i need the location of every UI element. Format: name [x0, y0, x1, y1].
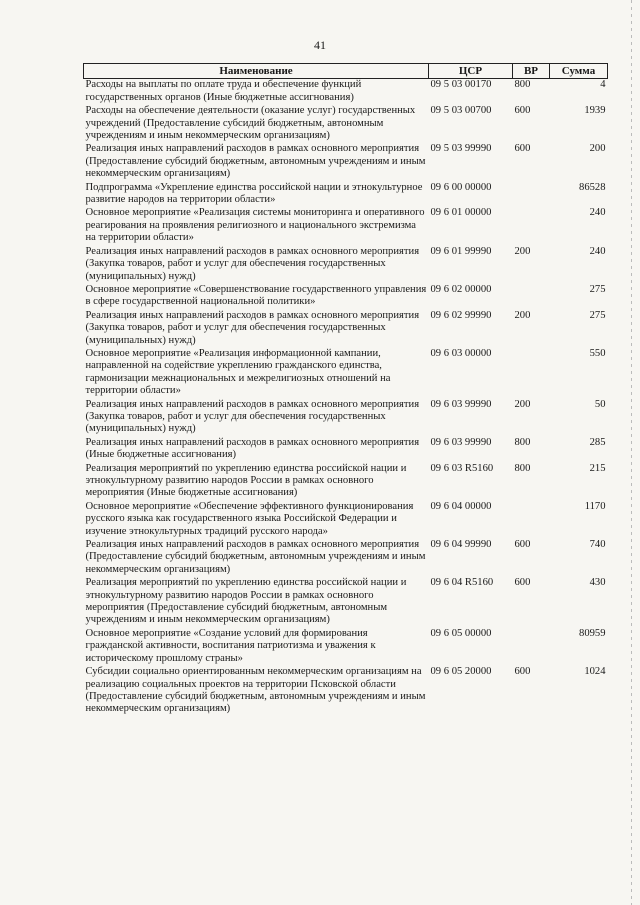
cell-csr: 09 6 03 R5160	[430, 462, 494, 474]
cell-csr: 09 6 04 99990	[430, 539, 492, 551]
cell-sum: 275	[589, 309, 606, 321]
cell-vr	[513, 207, 550, 245]
header-csr: ЦСР	[429, 64, 513, 79]
header-sum: Сумма	[550, 64, 608, 79]
cell-sum: 4	[600, 79, 606, 91]
cell-name: Основное мероприятие «Совершенствование государственного управления в сфере государственной национальной политики»	[85, 283, 427, 308]
cell-name: Реализация мероприятий по укреплению единства российской нации и этнокультурному развитию народов России в рамках основного мероприятия (Иные бюджетные ассигнования)	[85, 462, 407, 499]
cell-vr	[513, 628, 550, 666]
cell-vr: 600	[514, 143, 531, 155]
cell-name: Реализация иных направлений расходов в рамках основного мероприятия (Предоставление субсидий бюджетным, автономным учреждениям и иным некоммерческим организациям)	[85, 539, 426, 575]
table-row	[84, 437, 608, 463]
cell-vr: 600	[514, 539, 531, 551]
cell-sum: 86528	[579, 181, 606, 193]
table-row	[84, 246, 608, 284]
page-number: 41	[314, 38, 326, 52]
cell-vr: 200	[514, 398, 531, 410]
table-row	[84, 628, 608, 666]
cell-csr: 09 5 03 00170	[430, 79, 492, 91]
cell-name: Реализация мероприятий по укреплению единства российской нации и этнокультурному развитию народов России в рамках основного мероприятия (Предоставление субсидий бюджетным, автономным учреждениям и иным некоммерческим организациям)	[85, 577, 407, 626]
cell-sum: 80959	[579, 627, 606, 639]
cell-csr: 09 5 03 99990	[430, 143, 492, 155]
cell-csr: 09 6 01 99990	[430, 245, 492, 257]
cell-sum: 1939	[584, 105, 606, 117]
table-row	[84, 539, 608, 577]
cell-sum: 1024	[584, 666, 606, 678]
cell-name: Расходы на обеспечение деятельности (оказание услуг) государственных учреждений (Предоставление субсидий бюджетным, автономным учреждениям и иным некоммерческим организациям)	[85, 105, 416, 142]
cell-name: Реализация иных направлений расходов в рамках основного мероприятия (Закупка товаров, работ и услуг для обеспечения государственных (муниципальных) нужд)	[85, 398, 420, 435]
table-row	[84, 666, 608, 717]
cell-csr: 09 6 02 99990	[430, 309, 492, 321]
header-vr: ВР	[513, 64, 550, 79]
cell-csr: 09 6 03 99990	[430, 436, 492, 448]
cell-sum: 215	[589, 462, 606, 474]
cell-vr	[513, 284, 550, 310]
cell-sum: 430	[589, 577, 606, 589]
header-name: Наименование	[84, 64, 429, 79]
cell-sum: 240	[589, 207, 606, 219]
cell-vr: 200	[514, 309, 531, 321]
cell-name: Реализация иных направлений расходов в рамках основного мероприятия (Предоставление субсидий бюджетным, автономным учреждениям и иным некоммерческим организациям)	[85, 143, 426, 180]
cell-name: Основное мероприятие «Реализация системы мониторинга и оперативного реагирования на проявления религиозного и национального экстремизма на территории области»	[85, 207, 425, 244]
table-row	[84, 310, 608, 348]
cell-csr: 09 6 00 00000	[430, 181, 492, 193]
cell-sum: 275	[589, 283, 606, 295]
cell-csr: 09 6 03 00000	[430, 347, 492, 359]
table-row	[84, 105, 608, 143]
cell-name: Реализация иных направлений расходов в рамках основного мероприятия (Закупка товаров, работ и услуг для обеспечения государственных (муниципальных) нужд)	[85, 309, 420, 346]
cell-vr: 600	[514, 666, 531, 678]
cell-csr: 09 6 02 00000	[430, 283, 492, 295]
scan-edge-line	[631, 0, 632, 905]
cell-name: Реализация иных направлений расходов в рамках основного мероприятия (Закупка товаров, работ и услуг для обеспечения государственных (муниципальных) нужд)	[85, 245, 420, 282]
budget-table	[83, 63, 608, 717]
table-row	[84, 463, 608, 501]
cell-sum: 50	[594, 398, 606, 410]
cell-vr	[513, 182, 550, 208]
cell-vr: 600	[514, 105, 531, 117]
cell-vr: 800	[514, 79, 531, 91]
cell-name: Субсидии социально ориентированным некоммерческим организациям на реализацию социальных проектов на территории Псковской области (Предоставление субсидий бюджетным, автономным учреждениям и иным некоммерческим организациям)	[85, 666, 426, 715]
cell-csr: 09 6 04 R5160	[430, 577, 494, 589]
cell-name: Основное мероприятие «Обеспечение эффективного функционирования русского языка как государственного языка Российской Федерации и изучение этнокультурных традиций русского народа»	[85, 500, 414, 537]
cell-vr	[513, 501, 550, 539]
cell-csr: 09 5 03 00700	[430, 105, 492, 117]
cell-name: Подпрограмма «Укрепление единства российской нации и этнокультурное развитие народов на территории области»	[85, 181, 423, 206]
table-row	[84, 143, 608, 181]
cell-name: Основное мероприятие «Реализация информационной кампании, направленной на содействие укреплению гражданского единства, гармонизации межнациональных и межрелигиозных отношений на территории области»	[85, 347, 391, 397]
cell-csr: 09 6 04 00000	[430, 500, 492, 512]
cell-csr: 09 6 03 99990	[430, 398, 492, 410]
table-row	[84, 399, 608, 437]
cell-name: Расходы на выплаты по оплате труда и обеспечение функций государственных органов (Иные бюджетные ассигнования)	[85, 79, 362, 103]
cell-vr: 800	[514, 436, 531, 448]
cell-sum: 200	[589, 143, 606, 155]
cell-vr: 200	[514, 245, 531, 257]
cell-vr: 800	[514, 462, 531, 474]
cell-csr: 09 6 05 20000	[430, 666, 492, 678]
table-row	[84, 284, 608, 310]
cell-sum: 740	[589, 539, 606, 551]
cell-csr: 09 6 05 00000	[430, 627, 492, 639]
cell-sum: 285	[589, 436, 606, 448]
cell-sum: 1170	[584, 500, 606, 512]
table-row	[84, 577, 608, 628]
cell-name: Реализация иных направлений расходов в рамках основного мероприятия (Иные бюджетные ассигнования)	[85, 436, 420, 461]
cell-csr: 09 6 01 00000	[430, 207, 492, 219]
table-row	[84, 348, 608, 399]
cell-sum: 240	[589, 245, 606, 257]
table-row	[84, 501, 608, 539]
table-header-row	[84, 64, 608, 79]
cell-vr	[513, 348, 550, 399]
cell-sum: 550	[589, 347, 606, 359]
table-row	[84, 79, 608, 105]
table-row	[84, 207, 608, 245]
cell-name: Основное мероприятие «Создание условий для формирования гражданской активности, воспитания патриотизма и уважения к историческому прошлому страны»	[85, 627, 376, 664]
cell-vr: 600	[514, 577, 531, 589]
table-row	[84, 182, 608, 208]
